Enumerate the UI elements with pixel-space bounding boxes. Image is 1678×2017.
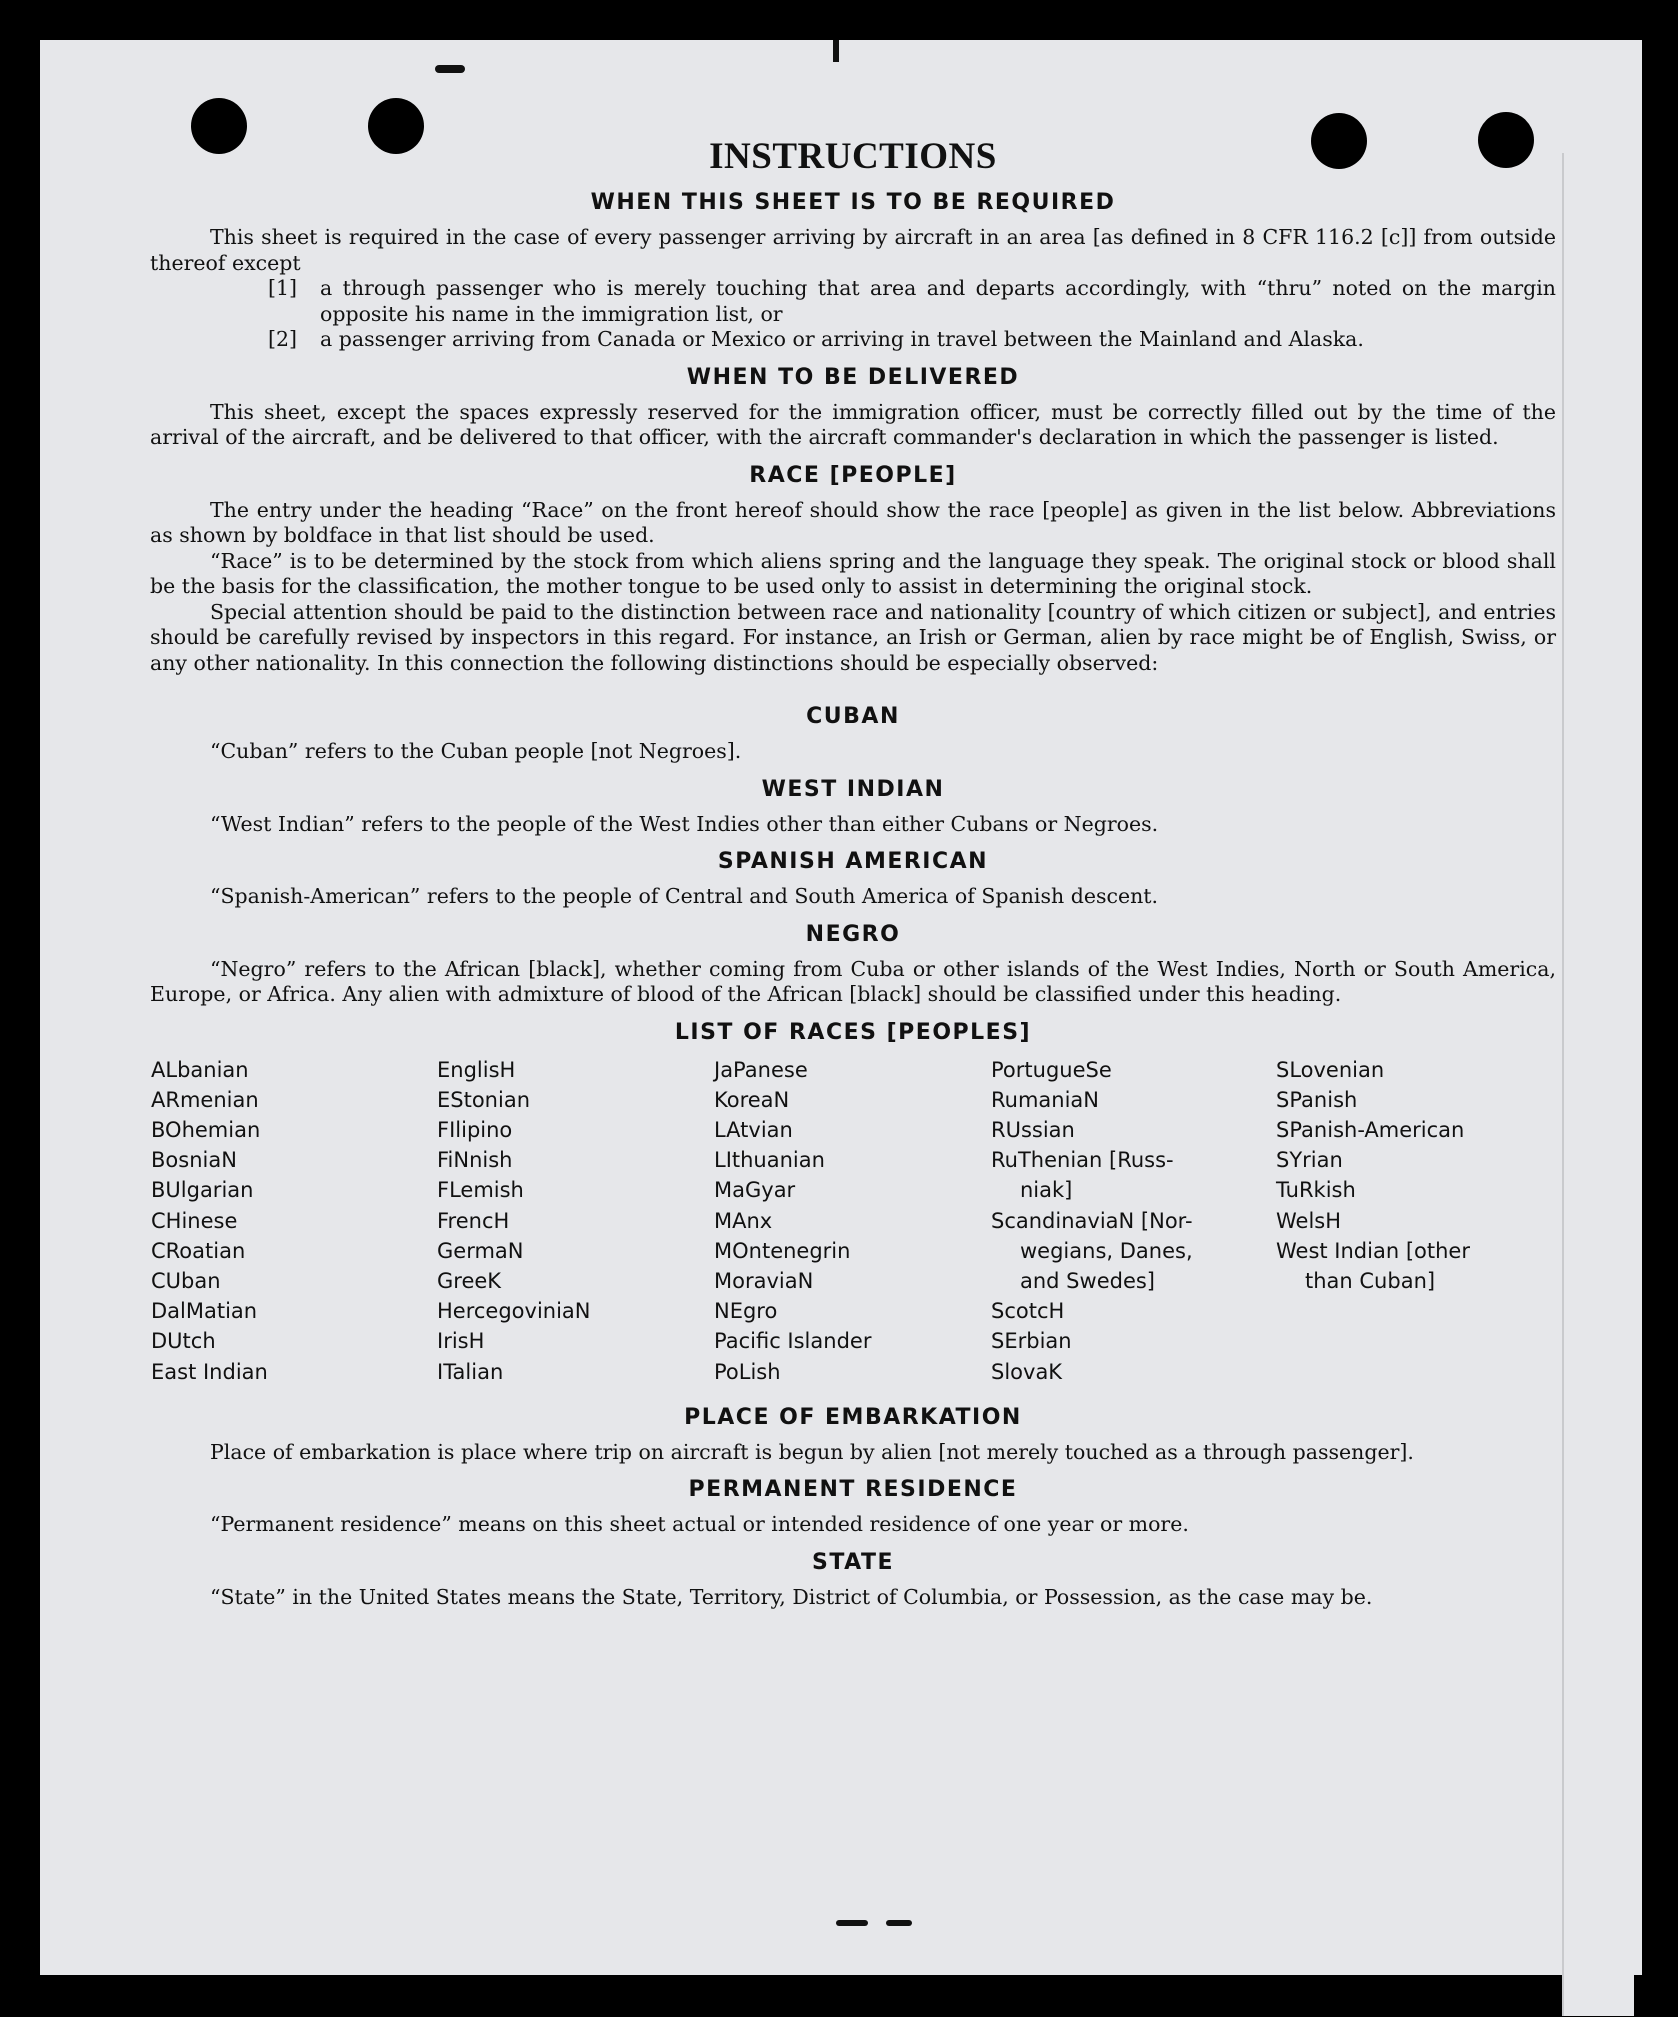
smudge-mark: [435, 65, 465, 73]
race-entry: EnglisH: [437, 1057, 516, 1082]
race-entry: BUlgarian: [151, 1178, 254, 1203]
races-column: [150, 1055, 436, 1387]
races-column: [713, 1055, 990, 1387]
exception-item: [268, 276, 1556, 327]
race-entry: SYrian: [1276, 1148, 1343, 1173]
item-number: [1]: [268, 276, 298, 300]
race-entry: ScandinaviaN [Nor-: [991, 1208, 1193, 1233]
race-entry: DUtch: [151, 1329, 216, 1354]
section-heading-races-list: LIST OF RACES [PEOPLES]: [674, 1019, 1032, 1045]
race-entry: KoreaN: [714, 1087, 790, 1112]
cuban-paragraph: “Cuban” refers to the Cuban people [not Negroes].: [210, 739, 742, 763]
delivered-paragraph: This sheet, except the spaces expressly reserved for the immigration officer, must be correctly filled out by the time of the arrival of the aircraft, and be delivered to that officer, with the aircraft commander's declaration in which the passenger is listed.: [150, 399, 1556, 449]
page-title: INSTRUCTIONS: [709, 136, 997, 177]
section-heading-residence: PERMANENT RESIDENCE: [688, 1477, 1018, 1503]
race-entry: MOntenegrin: [714, 1238, 851, 1263]
race-entry: EStonian: [437, 1087, 531, 1112]
item-text: a through passenger who is merely touching that area and departs accordingly, with “thru” noted on the margin opposite his name in the immigration list, or: [320, 276, 1556, 326]
race-entry: BosniaN: [151, 1148, 237, 1173]
residence-paragraph: “Permanent residence” means on this sheet actual or intended residence of one year or more.: [210, 1512, 1189, 1537]
race-entry: FrencH: [437, 1208, 510, 1233]
embarkation-paragraph: Place of embarkation is place where trip on aircraft is begun by alien [not merely touched as a through passenger].: [210, 1439, 1414, 1464]
race-entry: PortugueSe: [991, 1057, 1112, 1082]
race-entry: LIthuanian: [714, 1148, 825, 1173]
race-entry-continued: than Cuban]: [1305, 1268, 1436, 1293]
race-entry: MaGyar: [714, 1178, 796, 1203]
races-column: [1275, 1055, 1556, 1387]
section-heading-spanish-american: SPANISH AMERICAN: [717, 849, 989, 874]
race-entry: CHinese: [151, 1208, 238, 1233]
race-entry: JaPanese: [714, 1057, 808, 1082]
race-entry: West Indian [other: [1276, 1238, 1470, 1263]
item-number: [2]: [268, 327, 298, 351]
race-entry: CRoatian: [151, 1238, 246, 1263]
page-edge-tab: [1562, 153, 1634, 2016]
race-paragraph-3: Special attention should be paid to the distinction between race and nationality [country of which citizen or subject], and entries should be carefully revised by inspectors in this regard. For instance, an Irish or German, alien by race might be of English, Swiss, or any other nationality. In this connection the following distinctions should be especially observed:: [150, 599, 1556, 675]
race-entry: MAnx: [714, 1208, 773, 1233]
west-indian-paragraph: “West Indian” refers to the people of the West Indies other than either Cubans or Negroes.: [210, 811, 1159, 836]
race-entry-continued: niak]: [1020, 1178, 1073, 1203]
race-entry: East Indian: [151, 1359, 268, 1384]
spanish-american-paragraph: “Spanish-American” refers to the people of Central and South America of Spanish descent.: [210, 884, 1159, 908]
race-entry: RuThenian [Russ-: [991, 1148, 1174, 1173]
races-list: [150, 1055, 1556, 1387]
race-entry: GermaN: [437, 1238, 524, 1263]
race-entry: GreeK: [437, 1268, 502, 1293]
exception-item: [268, 327, 1556, 353]
section-heading-race: RACE [PEOPLE]: [749, 462, 957, 488]
race-entry: HercegoviniaN: [437, 1299, 591, 1324]
race-entry: MoraviaN: [714, 1268, 814, 1293]
race-entry: FiNnish: [437, 1148, 513, 1173]
smudge-mark: [836, 1920, 868, 1926]
section-heading-cuban: CUBAN: [806, 704, 900, 729]
required-paragraph: This sheet is required in the case of every passenger arriving by aircraft in an area [as defined in 8 CFR 116.2 [c]] from outside thereof except: [150, 225, 1556, 275]
section-heading-embarkation: PLACE OF EMBARKATION: [684, 1404, 1022, 1430]
race-entry: FIlipino: [437, 1117, 513, 1142]
item-text: a passenger arriving from Canada or Mexico or arriving in travel between the Mainland and Alaska.: [320, 327, 1364, 351]
section-heading-required: WHEN THIS SHEET IS TO BE REQUIRED: [590, 190, 1116, 215]
race-entry: ITalian: [437, 1359, 504, 1384]
race-entry-continued: and Swedes]: [1020, 1268, 1155, 1293]
race-paragraph-2: “Race” is to be determined by the stock from which aliens spring and the language they speak. The original stock or blood shall be the basis for the classification, the mother tongue to be used only to assist in determining the original stock.: [150, 548, 1556, 598]
race-entry: SErbian: [991, 1329, 1072, 1354]
section-heading-state: STATE: [812, 1549, 894, 1575]
races-column: [436, 1055, 713, 1387]
race-entry: SPanish-American: [1276, 1117, 1465, 1142]
race-entry: ARmenian: [151, 1087, 259, 1112]
race-entry: Pacific Islander: [714, 1329, 872, 1354]
section-heading-delivered: WHEN TO BE DELIVERED: [686, 364, 1020, 390]
negro-paragraph: “Negro” refers to the African [black], whether coming from Cuba or other islands of the West Indies, North or South America, Europe, or Africa. Any alien with admixture of blood of the African [black] should be classified under this heading.: [150, 956, 1556, 1006]
instructions-body: [150, 135, 1556, 1610]
race-entry: FLemish: [437, 1178, 524, 1203]
race-entry: DalMatian: [151, 1299, 258, 1324]
race-entry: BOhemian: [151, 1117, 261, 1142]
race-entry-continued: wegians, Danes,: [1020, 1238, 1193, 1263]
races-column: [990, 1055, 1275, 1387]
section-heading-west-indian: WEST INDIAN: [761, 776, 945, 802]
smudge-mark: [886, 1920, 912, 1926]
race-entry: PoLish: [714, 1359, 781, 1384]
race-entry: SLovenian: [1276, 1057, 1385, 1082]
race-entry: LAtvian: [714, 1117, 793, 1142]
race-entry: NEgro: [714, 1299, 778, 1324]
race-entry: IrisH: [437, 1329, 485, 1354]
section-heading-negro: NEGRO: [805, 921, 901, 947]
race-entry: CUban: [151, 1268, 221, 1293]
race-entry: RUssian: [991, 1117, 1075, 1142]
race-entry: SPanish: [1276, 1087, 1358, 1112]
tear-mark: [833, 40, 839, 62]
state-paragraph: “State” in the United States means the State, Territory, District of Columbia, or Possession, as the case may be.: [210, 1584, 1373, 1609]
race-entry: ScotcH: [991, 1299, 1065, 1324]
race-entry: SlovaK: [991, 1359, 1063, 1384]
race-entry: WelsH: [1276, 1208, 1342, 1233]
race-entry: TuRkish: [1276, 1178, 1356, 1203]
race-paragraph-1: The entry under the heading “Race” on the front hereof should show the race [people] as given in the list below. Abbreviations as shown by boldface in that list should be used.: [150, 497, 1556, 547]
race-entry: ALbanian: [151, 1057, 249, 1082]
race-entry: RumaniaN: [991, 1087, 1100, 1112]
